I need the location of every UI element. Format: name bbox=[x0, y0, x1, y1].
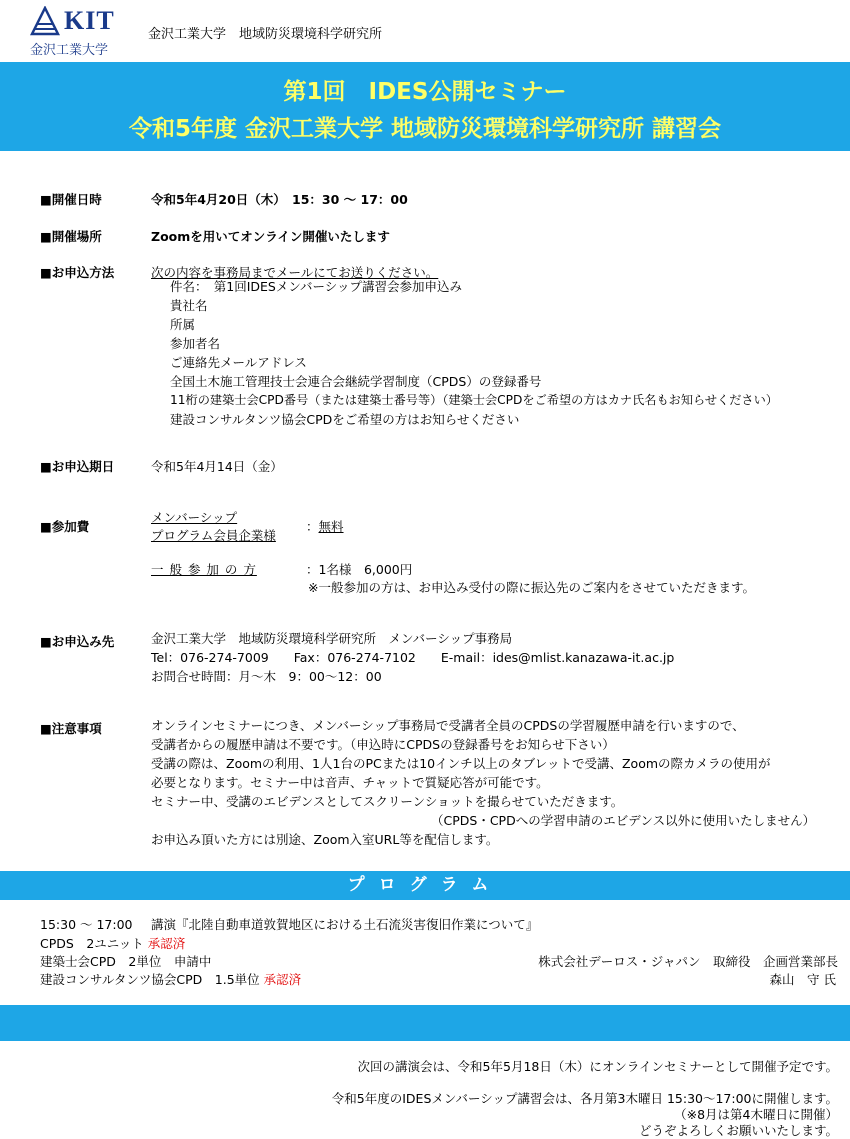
notes-right: （CPDS・CPDへの学習申請のエビデンス以外に使用いたしません） bbox=[431, 813, 816, 828]
contact-org: 金沢工業大学 地域防災環境科学研究所 メンバーシップ事務局 bbox=[151, 631, 513, 646]
consul-status: 承認済 bbox=[263, 972, 302, 987]
contact-tel: Tel：076-274-7009 Fax：076-274-7102 E-mail：ides@mlist.kanazawa-it.ac.jp bbox=[151, 650, 675, 665]
apply-item: 所属 bbox=[170, 317, 196, 332]
date-value: 令和5年4月20日（木） 15：30 ～ 17：00 bbox=[151, 192, 408, 207]
venue-value: Zoomを用いてオンライン開催いたします bbox=[151, 229, 390, 244]
notes-line: 受講者からの履歴申請は不要です。（申込時にCPDSの登録番号をお知らせ下さい） bbox=[151, 737, 615, 752]
kit-emblem-icon bbox=[30, 6, 60, 36]
program-time: 15:30 ～ 17:00 bbox=[40, 917, 133, 932]
fee-member-value: 無料 bbox=[318, 519, 344, 534]
apply-item: 全国土木施工管理技士会連合会継続学習制度（CPDS）の登録番号 bbox=[170, 374, 542, 389]
notes-line: オンラインセミナーにつき、メンバーシップ事務局で受講者全員のCPDSの学習履歴申請を行いますので、 bbox=[151, 718, 745, 733]
apply-item: 11桁の建築士会CPD番号（または建築士番号等）（建築士会CPDをご希望の方はカナ氏名もお知らせください） bbox=[170, 393, 778, 407]
logo-university-name: 金沢工業大学 bbox=[30, 43, 109, 58]
consul-text: 建設コンサルタンツ協会CPD 1.5単位 bbox=[40, 972, 260, 987]
program-cpds bbox=[40, 934, 185, 952]
fee-label: ■参加費 bbox=[40, 519, 90, 534]
program-lecture: 講演『北陸自動車道敦賀地区における土石流災害復旧作業について』 bbox=[151, 917, 539, 932]
speaker-company: 株式会社デーロス・ジャパン 取締役 企画営業部長 bbox=[538, 954, 838, 969]
notes-line: 受講の際は、Zoomの利用、1人1台のPCまたは10インチ以上のタブレットで受講、Zoomの際カメラの使用が bbox=[151, 756, 771, 771]
cpds-text: CPDS 2ユニット bbox=[40, 936, 144, 951]
fee-general-note: ※一般参加の方は、お申込み受付の際に振込先のご案内をさせていただきます。 bbox=[308, 580, 755, 595]
organization-name: 金沢工業大学 地域防災環境科学研究所 bbox=[148, 27, 383, 42]
contact-hours: お問合せ時間：月～木 9：00～12：00 bbox=[151, 669, 382, 684]
cpds-status: 承認済 bbox=[147, 936, 186, 951]
fee-member-value-wrap bbox=[306, 517, 344, 535]
closing: どうぞよろしくお願いいたします。 bbox=[638, 1123, 838, 1138]
kit-logo bbox=[30, 6, 130, 56]
deadline-label: ■お申込期日 bbox=[40, 459, 115, 474]
apply-note: 建設コンサルタンツ協会CPDをご希望の方はお知らせください bbox=[170, 412, 520, 427]
program-consul bbox=[40, 970, 301, 988]
fee-member-separator: ： bbox=[306, 519, 319, 534]
logo-text: KIT bbox=[64, 6, 115, 35]
fee-general-value: ：1名様 6,000円 bbox=[306, 562, 413, 577]
notes-last: お申込み頂いた方には別途、Zoom入室URL等を配信します。 bbox=[151, 832, 499, 847]
schedule: 令和5年度のIDESメンバーシップ講習会は、各月第3木曜日 15:30～17:00に開催します。 bbox=[331, 1091, 838, 1106]
contact-label: ■お申込み先 bbox=[40, 634, 115, 649]
deadline-value: 令和5年4月14日（金） bbox=[151, 459, 283, 474]
apply-item: 件名： 第1回IDESメンバーシップ講習会参加申込み bbox=[170, 279, 462, 294]
seminar-subtitle: 令和5年度 金沢工業大学 地域防災環境科学研究所 講習会 bbox=[128, 116, 722, 142]
fee-general-label: 一 般 参 加 の 方 bbox=[151, 562, 257, 577]
apply-items bbox=[170, 277, 778, 429]
apply-label: ■お申込方法 bbox=[40, 265, 115, 280]
next-session: 次回の講演会は、令和5年5月18日（木）にオンラインセミナーとして開催予定です。 bbox=[357, 1059, 838, 1074]
apply-intro: 次の内容を事務局までメールにてお送りください。 bbox=[151, 265, 439, 280]
footer-bar bbox=[0, 1005, 850, 1041]
date-label: ■開催日時 bbox=[40, 192, 102, 207]
notes-line: セミナー中、受講のエビデンスとしてスクリーンショットを撮らせていただきます。 bbox=[151, 794, 624, 809]
fee-member-line1: メンバーシップ bbox=[151, 510, 238, 525]
notes-line: 必要となります。セミナー中は音声、チャットで質疑応答が可能です。 bbox=[151, 775, 549, 790]
venue-label: ■開催場所 bbox=[40, 229, 102, 244]
apply-item: 貴社名 bbox=[170, 298, 208, 313]
title-banner bbox=[0, 62, 850, 151]
notes-block bbox=[151, 716, 815, 849]
contact-block bbox=[151, 629, 674, 686]
august-note: （※8月は第4木曜日に開催） bbox=[674, 1107, 838, 1122]
speaker-name: 森山 守 氏 bbox=[769, 972, 836, 987]
program-kenchiku: 建築士会CPD 2単位 申請中 bbox=[40, 954, 212, 969]
seminar-title: 第1回 IDES公開セミナー bbox=[283, 79, 567, 105]
notes-label: ■注意事項 bbox=[40, 721, 102, 736]
apply-item: ご連絡先メールアドレス bbox=[170, 355, 307, 370]
fee-member-line2: プログラム会員企業様 bbox=[151, 528, 276, 543]
program-title: プログラム bbox=[347, 875, 503, 895]
apply-item: 参加者名 bbox=[170, 336, 221, 351]
